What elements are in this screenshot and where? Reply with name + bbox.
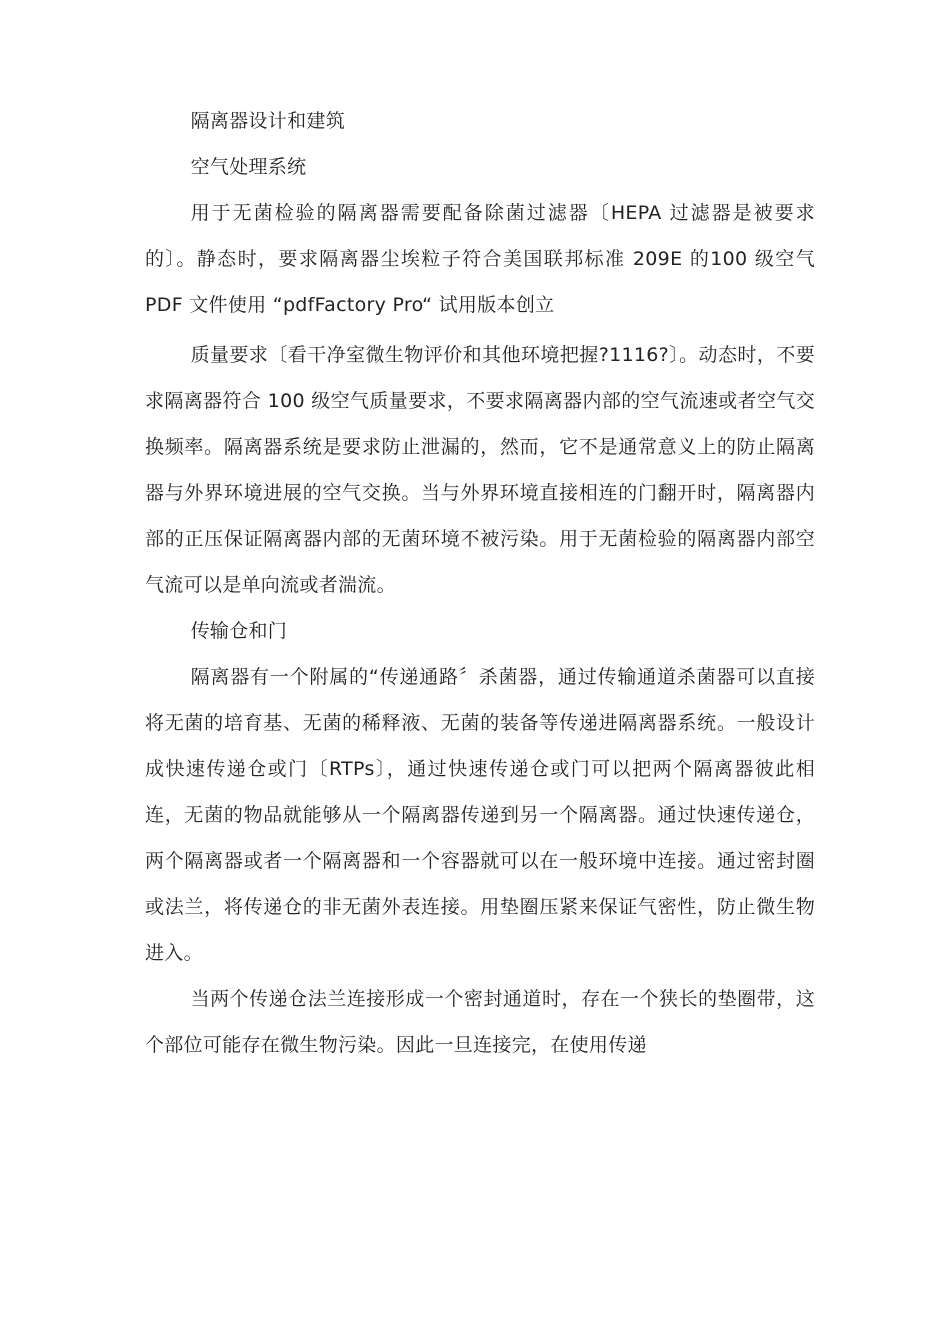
paragraph-transfer-ports: 隔离器有一个附属的“传递通路〞杀菌器，通过传输通道杀菌器可以直接将无菌的培育基、无菌的稀释液、无菌的装备等传递进隔离器系统。一般设计成快速传递仓或门〔RTPs〕，通过快速传递仓或门可以把两个隔离器彼此相连，无菌的物品就能够从一个隔离器传递到另一个隔离器。通过快速传递仓，两个隔离器或者一个隔离器和一个容器就可以在一般环境中连接。通过密封圈或法兰，将传递仓的非无菌外表连接。用垫圈压紧来保证气密性，防止微生物进入。 [145,666,815,964]
document-page [145,98,815,1068]
section-heading-isolator-design: 隔离器设计和建筑 [190,110,345,132]
section-heading-transfer-ports: 传输仓和门 [190,620,288,642]
paragraph-air-quality: 质量要求〔看干净室微生物评价和其他环境把握?1116?〕。动态时，不要求隔离器符合 100 级空气质量要求，不要求隔离器内部的空气流速或者空气交换频率。隔离器系统是要求防止泄漏的，然而，它不是通常意义上的防止隔离器与外界环境进展的空气交换。当与外界环境直接相连的门翻开时，隔离器内部的正压保证隔离器内部的无菌环境不被污染。用于无菌检验的隔离器内部空气流可以是单向流或者湍流。 [145,344,815,596]
paragraph-filter-requirements: 用于无菌检验的隔离器需要配备除菌过滤器〔HEPA 过滤器是被要求的〕。静态时，要求隔离器尘埃粒子符合美国联邦标准 209E 的100 级空气 PDF 文件使用 “pdfFactory Pro“ 试用版本创立 [145,202,815,316]
section-heading-air-handling: 空气处理系统 [190,156,307,178]
paragraph-gasket-contamination: 当两个传递仓法兰连接形成一个密封通道时，存在一个狭长的垫圈带，这个部位可能存在微生物污染。因此一旦连接完，在使用传递 [145,988,815,1056]
